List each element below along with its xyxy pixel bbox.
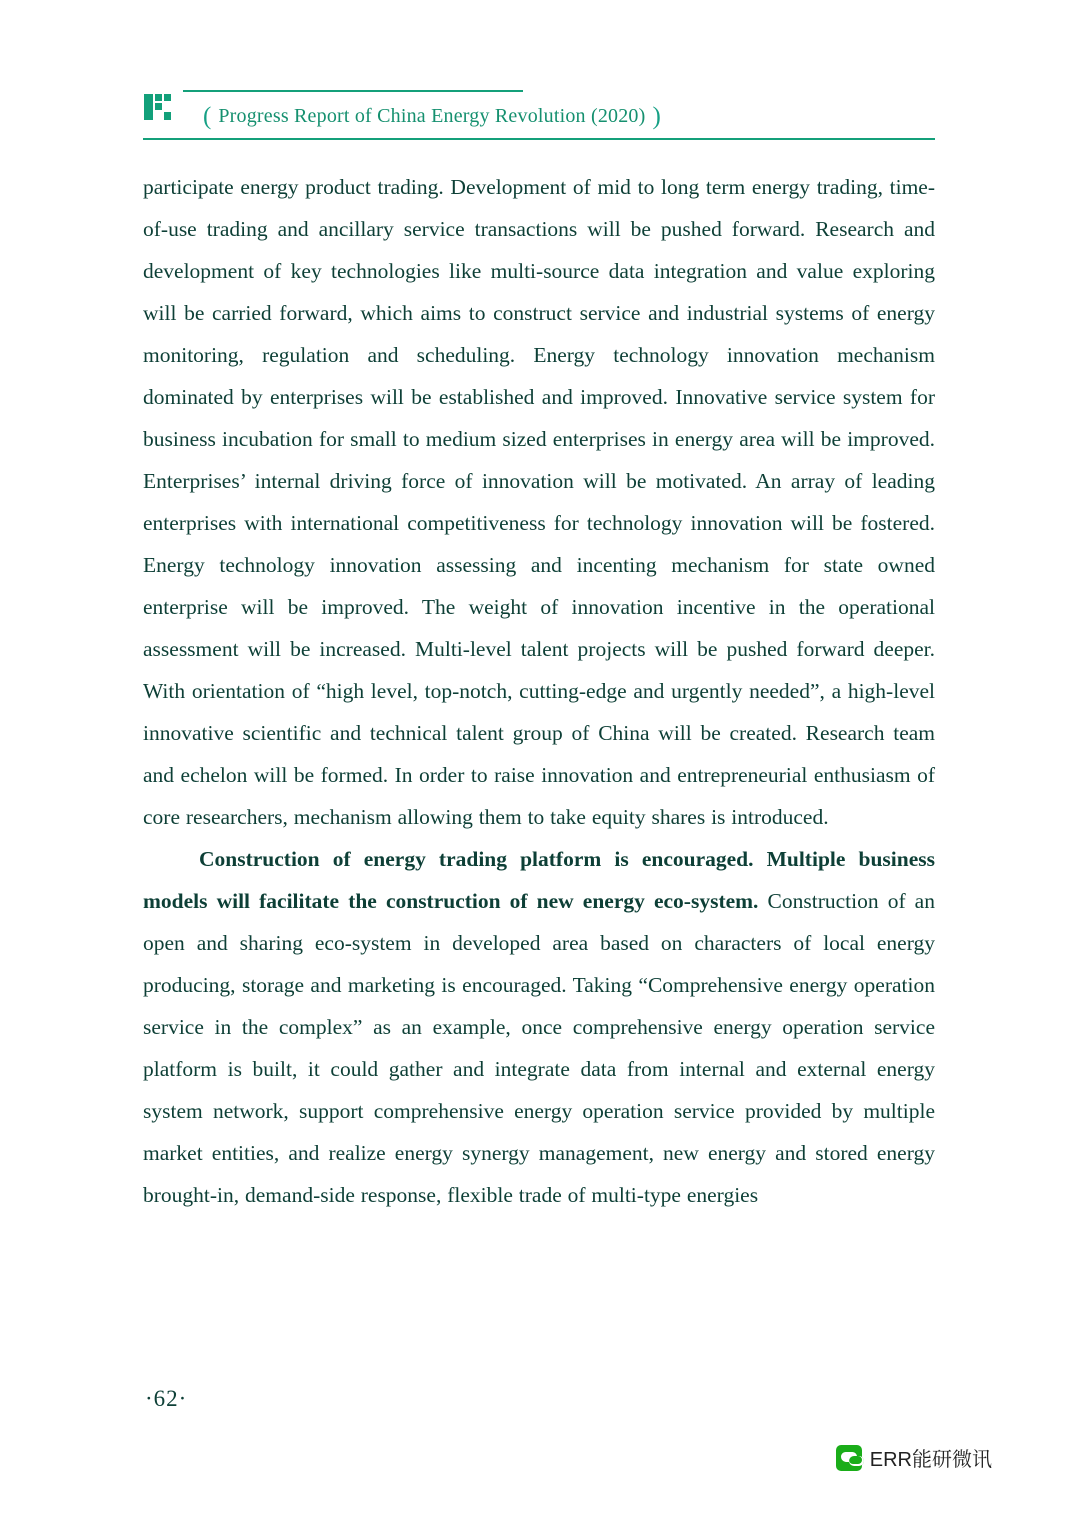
paren-close-icon: ) <box>652 102 661 130</box>
header-title-group <box>203 101 661 131</box>
wechat-icon <box>836 1445 862 1471</box>
paren-open-icon: ( <box>203 102 212 130</box>
watermark <box>836 1443 992 1472</box>
page-body <box>143 166 935 1216</box>
watermark-label: ERR能研微讯 <box>869 1449 992 1471</box>
page-header <box>143 84 935 144</box>
header-rule-top <box>183 90 523 92</box>
header-rule-bottom <box>143 138 935 140</box>
paragraph-1: participate energy product trading. Development of mid to long term energy trading, time-of-use trading and ancillary service transactions will be pushed forward. Research and development of key technologies like multi-source data integration and value exploring will be carried forward, which aims to construct service and industrial systems of energy monitoring, regulation and scheduling. Energy technology innovation mechanism dominated by enterprises will be established and improved. Innovative service system for business incubation for small to medium sized enterprises in energy area will be improved. Enterprises’ internal driving force of innovation will be motivated. An array of leading enterprises with international competitiveness for technology innovation will be fostered. Energy technology innovation assessing and incenting mechanism for state owned enterprise will be improved. The weight of innovation incentive in the operational assessment will be increased. Multi-level talent projects will be pushed forward deeper. With orientation of “high level, top-notch, cutting-edge and urgently needed”, a high-level innovative scientific and technical talent group of China will be created. Research team and echelon will be formed. In order to raise innovation and entrepreneurial enthusiasm of core researchers, mechanism allowing them to take equity shares is introduced. <box>143 175 935 829</box>
paragraph-2-lead: Construction of energy trading platform is encouraged. Multiple business models will facilitate the construction of new energy eco-system. <box>143 847 935 913</box>
err-blocks-logo-icon <box>143 92 173 122</box>
running-head-title: Progress Report of China Energy Revolution (2020) <box>218 104 646 127</box>
paragraph-2 <box>143 838 935 1216</box>
paragraph-2-text: Construction of an open and sharing eco-system in developed area based on characters of local energy producing, storage and marketing is encouraged. Taking “Comprehensive energy operation service in the complex” as an example, once comprehensive energy operation service platform is built, it could gather and integrate data from internal and external energy system network, support comprehensive energy operation service provided by multiple market entities, and realize energy synergy management, new energy and stored energy brought-in, demand-side response, flexible trade of multi-type energies <box>143 889 935 1207</box>
page-number: ·62· <box>145 1386 188 1411</box>
